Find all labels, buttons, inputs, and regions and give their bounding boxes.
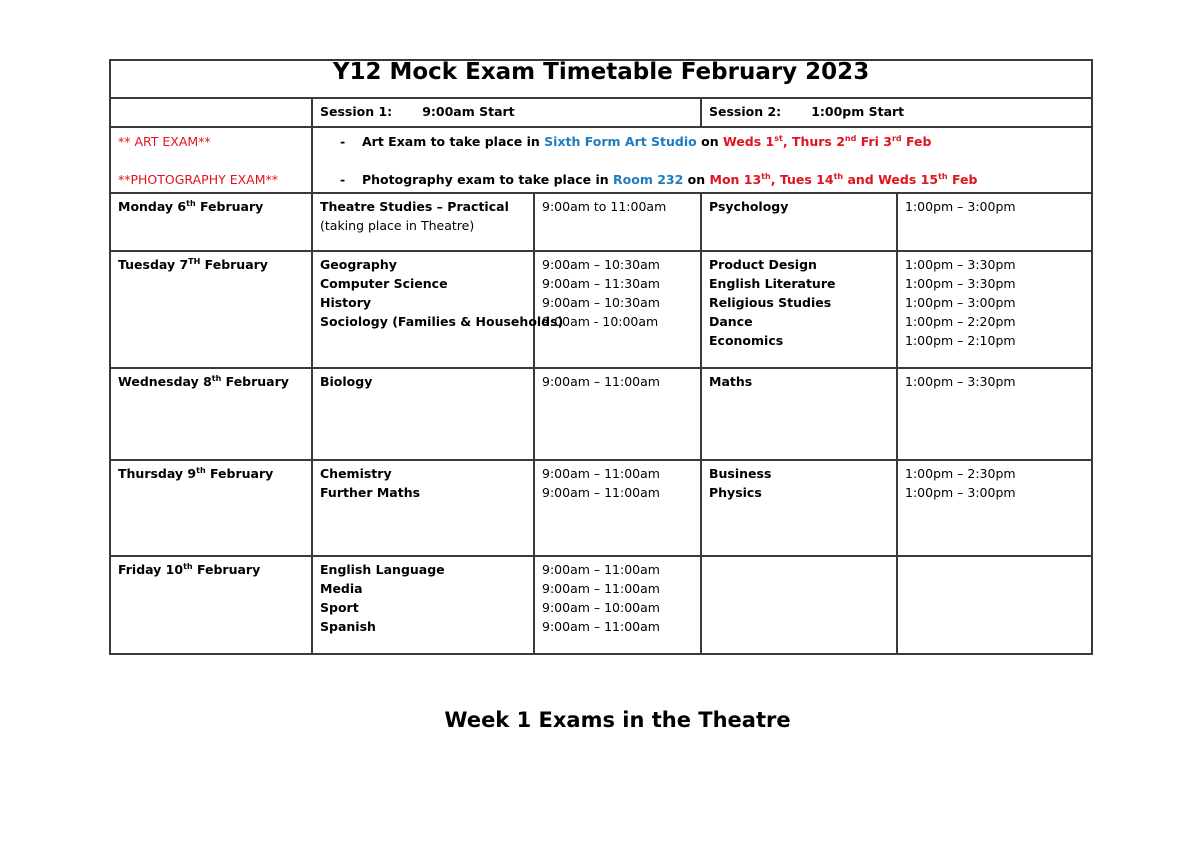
session-2-subjects <box>701 251 897 368</box>
day-cell-thursday: Thursday 9th February <box>110 460 312 556</box>
day-cell-wednesday: Wednesday 8th February <box>110 368 312 460</box>
exam-subject: Dance <box>709 314 753 329</box>
exam-subject: Sport <box>320 600 359 615</box>
exam-time: 1:00pm – 2:30pm <box>905 466 1016 481</box>
session-2-times-empty <box>897 556 1092 654</box>
photography-exam-notice: - Photography exam to take place in Room 232 on Mon 13th, Tues 14th and Weds 15th Feb <box>340 172 978 187</box>
table-row <box>110 251 1092 368</box>
photography-exam-label: **PHOTOGRAPHY EXAM** <box>118 172 279 187</box>
session-1-subjects <box>312 193 534 251</box>
exam-time: 9:00am – 11:00am <box>542 581 660 596</box>
exam-time: 9:00am – 11:00am <box>542 619 660 634</box>
exam-subject: Business <box>709 466 772 481</box>
session-header-empty <box>110 98 312 127</box>
session-2-time: 1:00pm Start <box>811 104 905 119</box>
session-1-times <box>534 368 701 460</box>
session-1-times <box>534 556 701 654</box>
table-row <box>110 368 1092 460</box>
exam-time: 1:00pm – 3:30pm <box>905 374 1016 389</box>
session-1-times <box>534 251 701 368</box>
session-2-times <box>897 251 1092 368</box>
exam-time: 1:00pm – 3:00pm <box>905 485 1016 500</box>
session-1-header <box>312 98 701 127</box>
art-exam-notice: - Art Exam to take place in Sixth Form Art Studio on Weds 1st, Thurs 2nd Fri 3rd Feb <box>340 134 932 149</box>
exam-subject: Product Design <box>709 257 817 272</box>
art-exam-location: Sixth Form Art Studio <box>544 134 697 149</box>
exam-time: 9:00am – 10:30am <box>542 257 660 272</box>
session-header-row <box>110 98 1092 127</box>
exam-time: 1:00pm – 3:30pm <box>905 276 1016 291</box>
exam-subject: Chemistry <box>320 466 392 481</box>
art-exam-label: ** ART EXAM** <box>118 134 211 149</box>
exam-subject: English Language <box>320 562 445 577</box>
session-1-subjects <box>312 368 534 460</box>
exam-time: 9:00am – 10:30am <box>542 295 660 310</box>
notice-labels <box>110 127 312 193</box>
exam-time: 9:00am – 11:00am <box>542 374 660 389</box>
exam-subject: Spanish <box>320 619 376 634</box>
exam-time: 1:00pm – 2:20pm <box>905 314 1016 329</box>
session-2-label: Session 2: <box>709 104 782 119</box>
exam-timetable <box>109 59 1093 655</box>
session-1-subjects <box>312 460 534 556</box>
session-2-header <box>701 98 1092 127</box>
session-2-subjects <box>701 193 897 251</box>
exam-subject: Physics <box>709 485 762 500</box>
session-1-time: 9:00am Start <box>422 104 515 119</box>
session-1-label: Session 1: <box>320 104 393 119</box>
exam-subject: Biology <box>320 374 373 389</box>
exam-time: 9:00am - 10:00am <box>542 314 659 329</box>
notices-row <box>110 127 1092 193</box>
exam-time: 9:00am – 11:00am <box>542 562 660 577</box>
exam-time: 9:00am – 11:00am <box>542 485 660 500</box>
photography-exam-dates: Mon 13th, Tues 14th and Weds 15th Feb <box>709 172 978 187</box>
exam-subject: Maths <box>709 374 753 389</box>
page-title: Y12 Mock Exam Timetable February 2023 <box>110 60 1092 98</box>
day-cell-tuesday: Tuesday 7TH February <box>110 251 312 368</box>
table-row <box>110 193 1092 251</box>
exam-subject: Psychology <box>709 199 789 214</box>
session-2-subjects <box>701 368 897 460</box>
table-row <box>110 460 1092 556</box>
exam-time: 1:00pm – 3:00pm <box>905 295 1016 310</box>
exam-subject: Media <box>320 581 363 596</box>
exam-subject: Sociology (Families & Households) <box>320 314 564 329</box>
exam-time: 9:00am – 11:00am <box>542 466 660 481</box>
day-cell-monday: Monday 6th February <box>110 193 312 251</box>
exam-subject: Further Maths <box>320 485 421 500</box>
exam-subject: Computer Science <box>320 276 448 291</box>
session-1-subjects <box>312 251 564 368</box>
session-1-times <box>534 193 701 251</box>
title-row <box>110 60 1092 98</box>
notice-details <box>312 127 1092 193</box>
exam-subject: Religious Studies <box>709 295 832 310</box>
exam-subject: Economics <box>709 333 784 348</box>
photography-exam-location: Room 232 <box>613 172 684 187</box>
exam-time: 9:00am – 10:00am <box>542 600 660 615</box>
footer-heading: Week 1 Exams in the Theatre <box>444 708 791 732</box>
exam-time: 9:00am – 11:30am <box>542 276 660 291</box>
exam-time: 1:00pm – 3:00pm <box>905 199 1016 214</box>
exam-time: 1:00pm – 2:10pm <box>905 333 1016 348</box>
exam-subject: Geography <box>320 257 397 272</box>
session-2-times <box>897 193 1092 251</box>
day-cell-friday: Friday 10th February <box>110 556 312 654</box>
art-exam-dates: Weds 1st, Thurs 2nd Fri 3rd Feb <box>722 134 932 149</box>
session-1-subjects <box>312 556 534 654</box>
exam-subject: English Literature <box>709 276 836 291</box>
exam-location-note: (taking place in Theatre) <box>320 218 475 233</box>
exam-time: 1:00pm – 3:30pm <box>905 257 1016 272</box>
session-2-times <box>897 460 1092 556</box>
session-1-times <box>534 460 701 556</box>
session-2-subjects-empty <box>701 556 897 654</box>
session-2-times <box>897 368 1092 460</box>
session-2-subjects <box>701 460 897 556</box>
table-row <box>110 556 1092 654</box>
exam-subject: Theatre Studies – Practical <box>320 199 509 214</box>
exam-time: 9:00am to 11:00am <box>542 199 667 214</box>
exam-subject: History <box>320 295 372 310</box>
